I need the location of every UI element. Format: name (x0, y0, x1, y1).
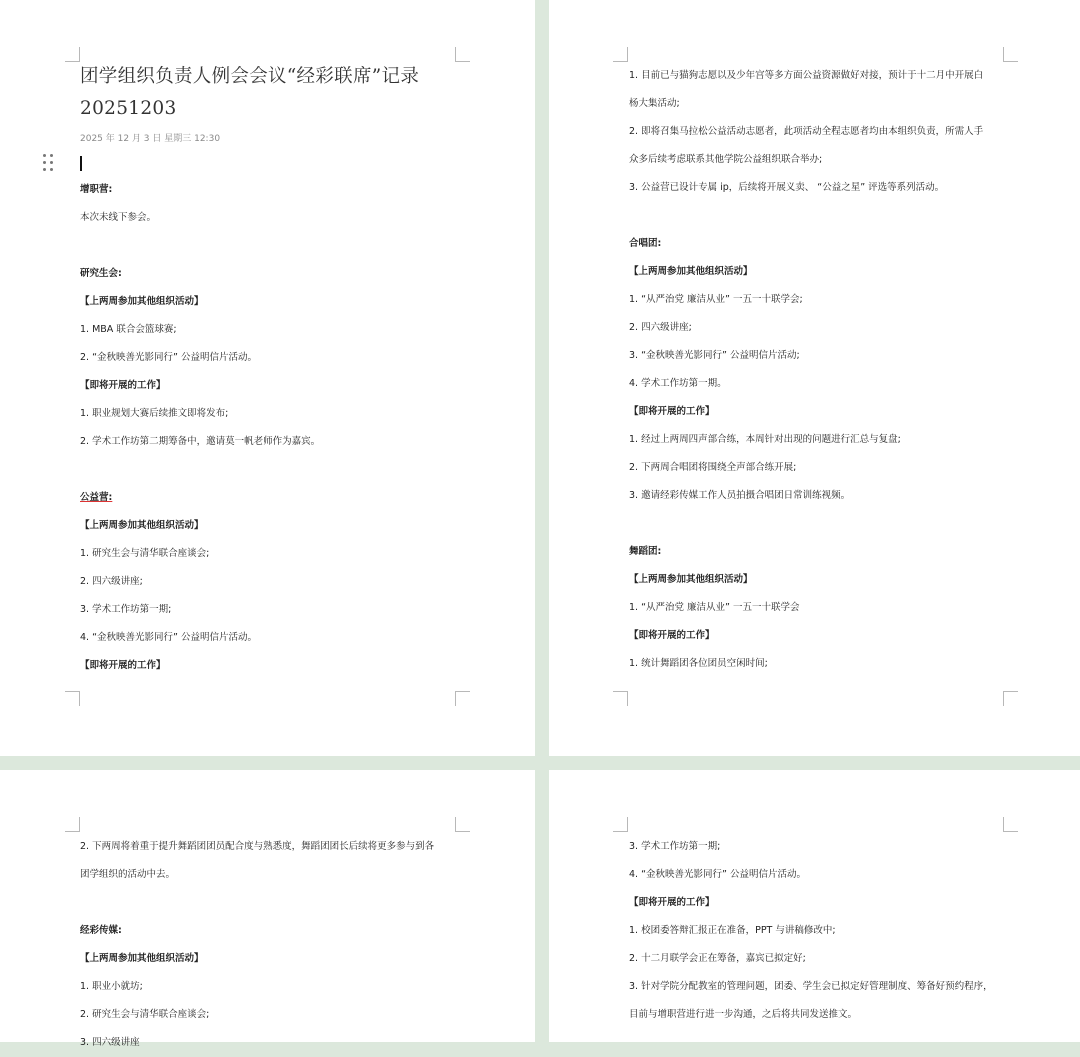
document-page-3[interactable] (0, 770, 535, 1048)
paragraph-line[interactable]: 团学组织的活动中去。 (80, 869, 176, 880)
crop-mark (65, 691, 80, 706)
page-2-body[interactable] (629, 62, 1009, 678)
page-1-content[interactable] (80, 61, 470, 680)
crop-mark (1003, 47, 1018, 62)
subsection-heading[interactable]: 【上两周参加其他组织活动】 (629, 266, 753, 277)
document-page-1[interactable] (0, 0, 535, 756)
paragraph-line[interactable]: 4. 学术工作坊第一期。 (629, 378, 727, 389)
crop-mark (1003, 817, 1018, 832)
paragraph-line[interactable]: 2. “金秋映善光影同行” 公益明信片活动。 (80, 352, 257, 363)
paragraph-line[interactable]: 3. 针对学院分配教室的管理问题，团委、学生会已拟定好管理制度、筹备好预约程序， (629, 981, 993, 992)
subsection-heading[interactable]: 【即将开展的工作】 (629, 406, 715, 417)
paragraph-line[interactable]: 2. 研究生会与清华联合座谈会; (80, 1009, 210, 1020)
paragraph-line[interactable]: 2. 下两周将着重于提升舞蹈团团员配合度与熟悉度，舞蹈团团长后续将更多参与到各 (80, 841, 435, 852)
document-page-2[interactable] (549, 0, 1080, 756)
note-date: 2025 年 12 月 3 日 星期三 12:30 (80, 134, 221, 144)
section-heading[interactable]: 公益营: (80, 492, 113, 503)
section-heading[interactable]: 经彩传媒: (80, 925, 122, 936)
paragraph-line[interactable]: 目前与增职营进行进一步沟通，之后将共同发送推文。 (629, 1009, 858, 1020)
subsection-heading[interactable]: 【上两周参加其他组织活动】 (80, 953, 204, 964)
paragraph-line[interactable]: 1. 职业规划大赛后续推文即将发布; (80, 408, 229, 419)
subsection-heading[interactable]: 【即将开展的工作】 (80, 380, 166, 391)
paragraph-line[interactable]: 1. 统计舞蹈团各位团员空闲时间; (629, 658, 768, 669)
blank-line[interactable] (629, 510, 1009, 538)
crop-mark (613, 47, 628, 62)
page-3-body[interactable] (80, 833, 470, 1057)
subsection-heading[interactable]: 【上两周参加其他组织活动】 (80, 520, 204, 531)
paragraph-line[interactable]: 1. 校团委答辩汇报正在准备，PPT 与讲稿修改中; (629, 925, 836, 936)
crop-mark (1003, 691, 1018, 706)
crop-mark (455, 47, 470, 62)
section-heading[interactable]: 舞蹈团: (629, 546, 662, 557)
blank-line[interactable] (80, 456, 470, 484)
paragraph-line[interactable]: 众多后续考虑联系其他学院公益组织联合举办; (629, 154, 823, 165)
document-title[interactable] (80, 61, 470, 125)
subsection-heading[interactable]: 【即将开展的工作】 (629, 897, 715, 908)
paragraph-line[interactable]: 2. 四六级讲座; (629, 322, 692, 333)
paragraph-line[interactable]: 3. 学术工作坊第一期; (80, 604, 172, 615)
paragraph-line[interactable]: 1. “从严治党 廉洁从业” 一五一十联学会; (629, 294, 803, 305)
crop-mark (613, 817, 628, 832)
paragraph-line[interactable]: 4. “金秋映善光影同行” 公益明信片活动。 (629, 869, 806, 880)
paragraph-line[interactable]: 3. 学术工作坊第一期; (629, 841, 721, 852)
blank-line[interactable] (80, 232, 470, 260)
paragraph-line[interactable]: 2. 下两周合唱团将围绕全声部合练开展; (629, 462, 797, 473)
crop-mark (455, 817, 470, 832)
paragraph-line[interactable]: 杨大集活动; (629, 98, 680, 109)
text-cursor (80, 156, 82, 171)
paragraph-line[interactable]: 4. “金秋映善光影同行” 公益明信片活动。 (80, 632, 257, 643)
paragraph-line[interactable]: 1. 研究生会与清华联合座谈会; (80, 548, 210, 559)
paragraph-line[interactable]: 2. 四六级讲座; (80, 576, 143, 587)
paragraph-line[interactable]: 1. 目前已与猫狗志愿以及少年宫等多方面公益资源做好对接，预计于十二月中开展白 (629, 70, 984, 81)
drag-handle-icon[interactable] (43, 154, 55, 172)
subsection-heading[interactable]: 【上两周参加其他组织活动】 (629, 574, 753, 585)
section-heading[interactable]: 研究生会: (80, 268, 122, 279)
page-3-content[interactable] (80, 833, 470, 1057)
paragraph-line[interactable]: 3. “金秋映善光影同行” 公益明信片活动; (629, 350, 800, 361)
paragraph-line[interactable]: 1. MBA 联合会篮球赛; (80, 324, 177, 335)
paragraph-line[interactable]: 1. 经过上两周四声部合练，本周针对出现的问题进行汇总与复盘; (629, 434, 901, 445)
crop-mark (65, 47, 80, 62)
section-heading[interactable]: 增职营: (80, 184, 113, 195)
title-line-2[interactable]: 20251203 (80, 98, 177, 119)
blank-line[interactable] (80, 889, 470, 917)
section-heading[interactable]: 合唱团: (629, 238, 662, 249)
title-line-1[interactable]: 团学组织负责人例会会议“经彩联席”记录 (80, 66, 420, 87)
paragraph-line[interactable]: 3. 公益营已设计专属 ip，后续将开展义卖、 “公益之星” 评选等系列活动。 (629, 182, 945, 193)
paragraph-line[interactable]: 2. 学术工作坊第二期筹备中，邀请莫一帆老师作为嘉宾。 (80, 436, 321, 447)
crop-mark (455, 691, 470, 706)
crop-mark (65, 817, 80, 832)
paragraph-line[interactable]: 2. 十二月联学会正在筹备，嘉宾已拟定好; (629, 953, 806, 964)
subsection-heading[interactable]: 【上两周参加其他组织活动】 (80, 296, 204, 307)
page-2-content[interactable] (629, 62, 1009, 678)
editable-paragraph[interactable] (80, 150, 470, 172)
paragraph-line[interactable]: 2. 即将召集马拉松公益活动志愿者，此项活动全程志愿者均由本组织负责，所需人手 (629, 126, 984, 137)
document-page-4[interactable] (549, 770, 1080, 1042)
paragraph-line[interactable]: 1. 职业小就坊; (80, 981, 143, 992)
blank-line[interactable] (629, 202, 1009, 230)
subsection-heading[interactable]: 【即将开展的工作】 (80, 660, 166, 671)
paragraph-line[interactable]: 1. “从严治党 廉洁从业” 一五一十联学会 (629, 602, 800, 613)
paragraph-line[interactable]: 3. 四六级讲座 (80, 1037, 140, 1048)
paragraph-line[interactable]: 本次未线下参会。 (80, 212, 157, 223)
paragraph-line[interactable]: 3. 邀请经彩传媒工作人员拍摄合唱团日常训练视频。 (629, 490, 851, 501)
page-4-content[interactable] (629, 833, 1009, 1029)
crop-mark (613, 691, 628, 706)
subsection-heading[interactable]: 【即将开展的工作】 (629, 630, 715, 641)
page-1-body[interactable] (80, 176, 470, 680)
page-4-body[interactable] (629, 833, 1009, 1029)
